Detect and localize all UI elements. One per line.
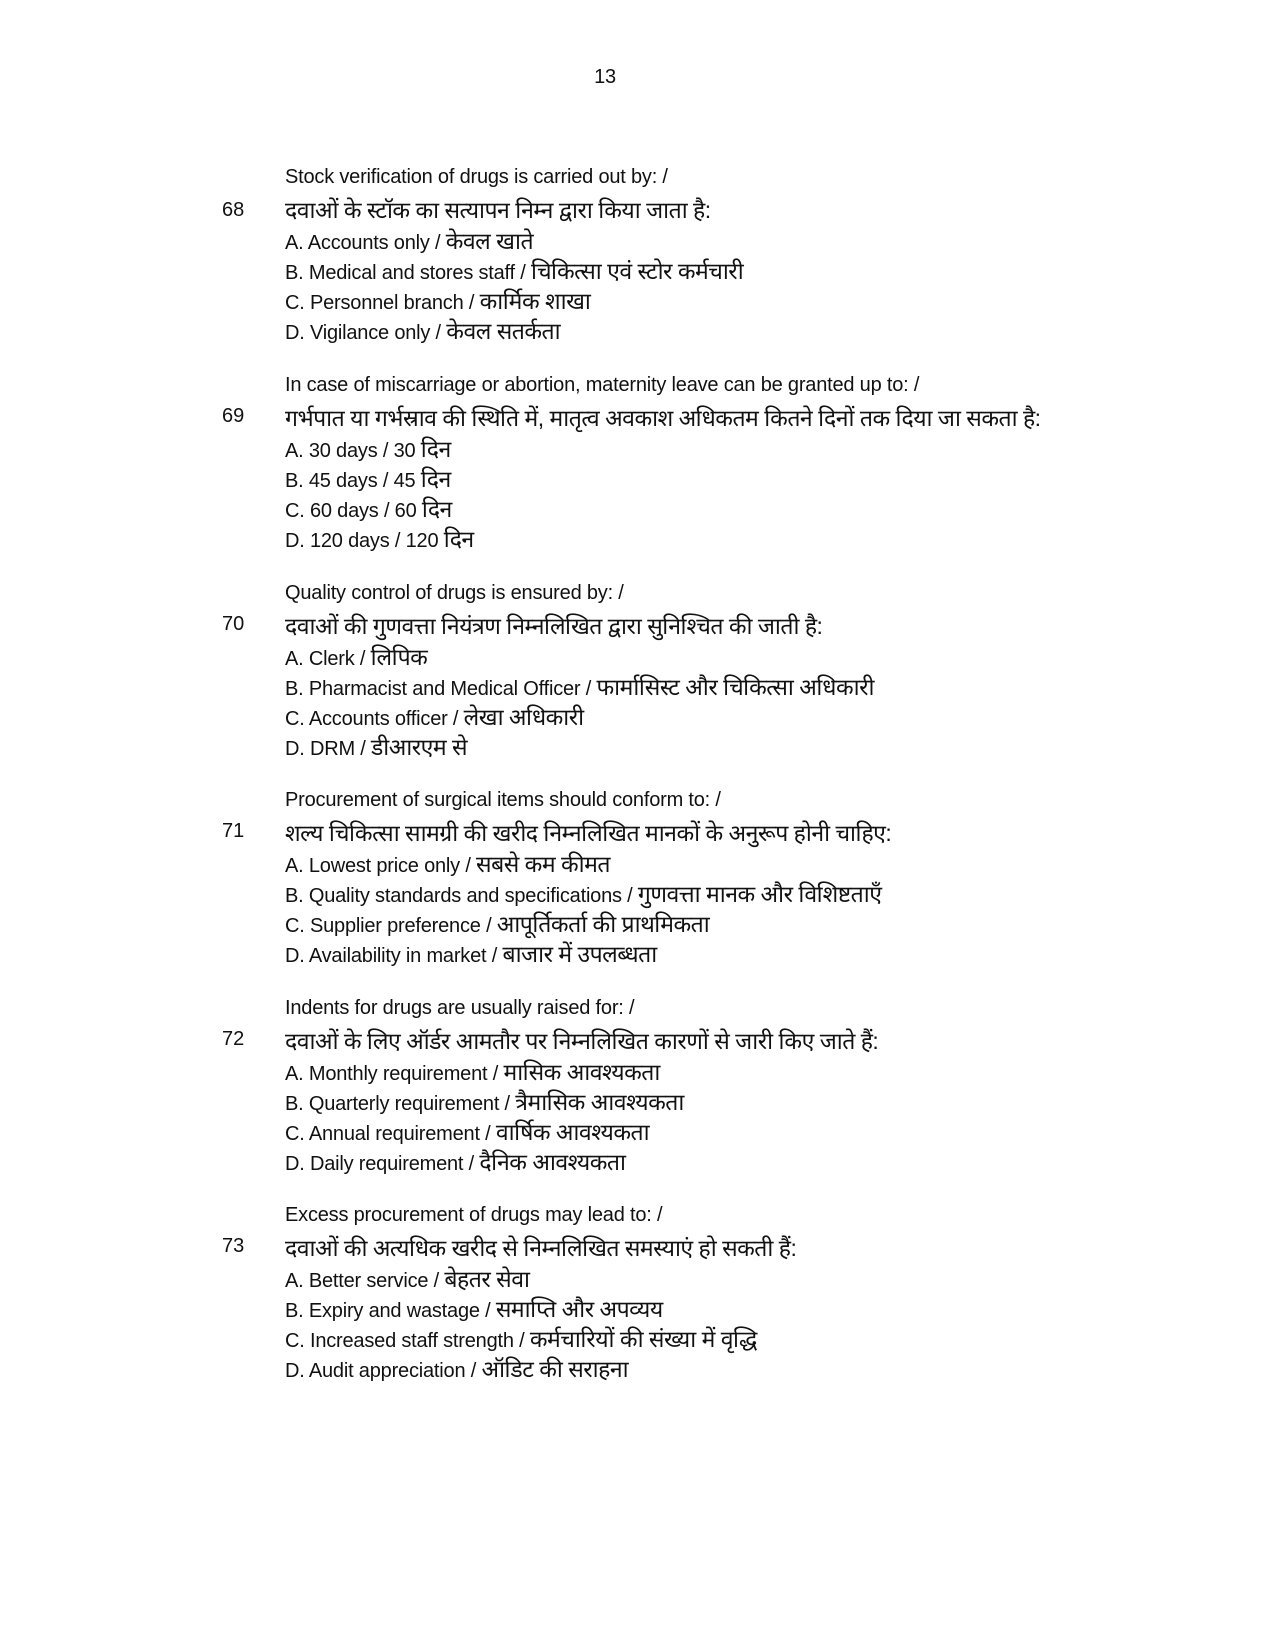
option-a: A. Clerk / लिपिक [285,644,428,670]
option-d: D. DRM / डीआरएम से [285,734,468,760]
option-d: D. 120 days / 120 दिन [285,526,474,552]
option-c: C. Annual requirement / वार्षिक आवश्यकता [285,1119,650,1145]
question-text-english: Quality control of drugs is ensured by: / [285,582,624,604]
option-d: D. Availability in market / बाजार में उपलब्धता [285,941,657,967]
option-c: C. Accounts officer / लेखा अधिकारी [285,704,584,730]
question-number: 72 [222,1028,245,1050]
question-text-english: Indents for drugs are usually raised for: / [285,997,635,1019]
option-b: B. Pharmacist and Medical Officer / फार्मासिस्ट और चिकित्सा अधिकारी [285,674,874,700]
option-b: B. Quarterly requirement / त्रैमासिक आवश्यकता [285,1089,684,1115]
option-a: A. Lowest price only / सबसे कम कीमत [285,851,610,877]
option-a: A. Better service / बेहतर सेवा [285,1266,530,1292]
option-c: C. Personnel branch / कार्मिक शाखा [285,288,591,314]
question-text-english: Excess procurement of drugs may lead to: / [285,1204,663,1226]
option-a: A. 30 days / 30 दिन [285,436,451,462]
question-text-hindi: दवाओं के लिए ऑर्डर आमतौर पर निम्नलिखित कारणों से जारी किए जाते हैं: [285,1028,879,1054]
option-a: A. Accounts only / केवल खाते [285,228,534,254]
question-text-english: Stock verification of drugs is carried out by: / [285,166,668,188]
option-d: D. Vigilance only / केवल सतर्कता [285,318,561,344]
option-b: B. 45 days / 45 दिन [285,466,451,492]
page-number: 13 [594,66,616,88]
question-number: 73 [222,1235,245,1257]
option-c: C. Supplier preference / आपूर्तिकर्ता की प्राथमिकता [285,911,710,937]
question-number: 70 [222,613,245,635]
option-d: D. Audit appreciation / ऑडिट की सराहना [285,1356,629,1382]
option-c: C. 60 days / 60 दिन [285,496,452,522]
question-text-hindi: शल्य चिकित्सा सामग्री की खरीद निम्नलिखित मानकों के अनुरूप होनी चाहिए: [285,820,892,846]
option-a: A. Monthly requirement / मासिक आवश्यकता [285,1059,660,1085]
option-d: D. Daily requirement / दैनिक आवश्यकता [285,1149,626,1175]
question-text-hindi: दवाओं के स्टॉक का सत्यापन निम्न द्वारा किया जाता है: [285,197,711,223]
question-number: 71 [222,820,245,842]
question-text-hindi: गर्भपात या गर्भस्राव की स्थिति में, मातृत्व अवकाश अधिकतम कितने दिनों तक दिया जा सकता है: [285,405,1041,431]
option-b: B. Medical and stores staff / चिकित्सा एवं स्टोर कर्मचारी [285,258,744,284]
question-text-english: Procurement of surgical items should conform to: / [285,789,721,811]
option-c: C. Increased staff strength / कर्मचारियों की संख्या में वृद्धि [285,1326,757,1352]
question-text-hindi: दवाओं की गुणवत्ता नियंत्रण निम्नलिखित द्वारा सुनिश्चित की जाती है: [285,613,823,639]
option-b: B. Expiry and wastage / समाप्ति और अपव्यय [285,1296,663,1322]
question-text-english: In case of miscarriage or abortion, maternity leave can be granted up to: / [285,374,920,396]
question-text-hindi: दवाओं की अत्यधिक खरीद से निम्नलिखित समस्याएं हो सकती हैं: [285,1235,797,1261]
question-number: 68 [222,199,245,221]
option-b: B. Quality standards and specifications / गुणवत्ता मानक और विशिष्टताएँ [285,881,882,907]
question-number: 69 [222,405,245,427]
